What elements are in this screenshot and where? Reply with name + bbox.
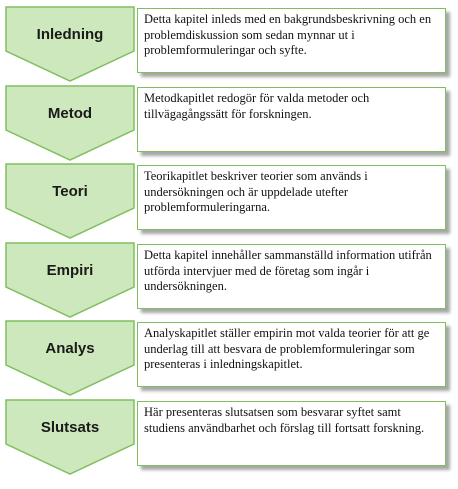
step-label: Analys [45,340,95,357]
step-description-box [137,401,446,466]
step-description-box [137,322,446,387]
step-description-text: Analyskapitlet ställer empirin mot valda teorier för att ge underlag till att besvara de problemformuleringar som presenteras i inledningskapitlet. [144,326,430,372]
step-description-text: Teorikapitlet beskriver teorier som används i undersökningen och är uppdelade utefter problemformuleringarna. [144,169,368,215]
chevron-shape [5,6,135,82]
step-description-box [137,8,446,73]
step-description-text: Detta kapitel innehåller sammanställd information utifrån utförda intervjuer med de företag som ingår i undersökningen. [144,248,432,294]
chevron-shape [5,320,135,396]
step-description-box [137,165,446,230]
step-description-box [137,244,446,309]
step-description-text: Här presenteras slutsatsen som besvarar syftet samt studiens användbarhet och förslag till fortsatt forskning. [144,405,425,435]
step-label: Empiri [46,262,94,279]
step-label: Teori [52,183,88,200]
step-label: Slutsats [40,419,100,436]
chevron-shape [5,242,135,318]
chevron-shape [5,163,135,239]
step-label: Inledning [36,26,104,43]
step-description-text: Detta kapitel inleds med en bakgrundsbeskrivning och en problemdiskussion som sedan mynnar ut i problemformuleringar och syfte. [144,12,432,58]
chevron-shape [5,85,135,161]
step-description-text: Metodkapitlet redogör för valda metoder och tillvägagångssätt för forskningen. [144,91,370,121]
step-description-box [137,87,446,152]
step-label: Metod [47,105,93,122]
chevron-shape [5,399,135,475]
